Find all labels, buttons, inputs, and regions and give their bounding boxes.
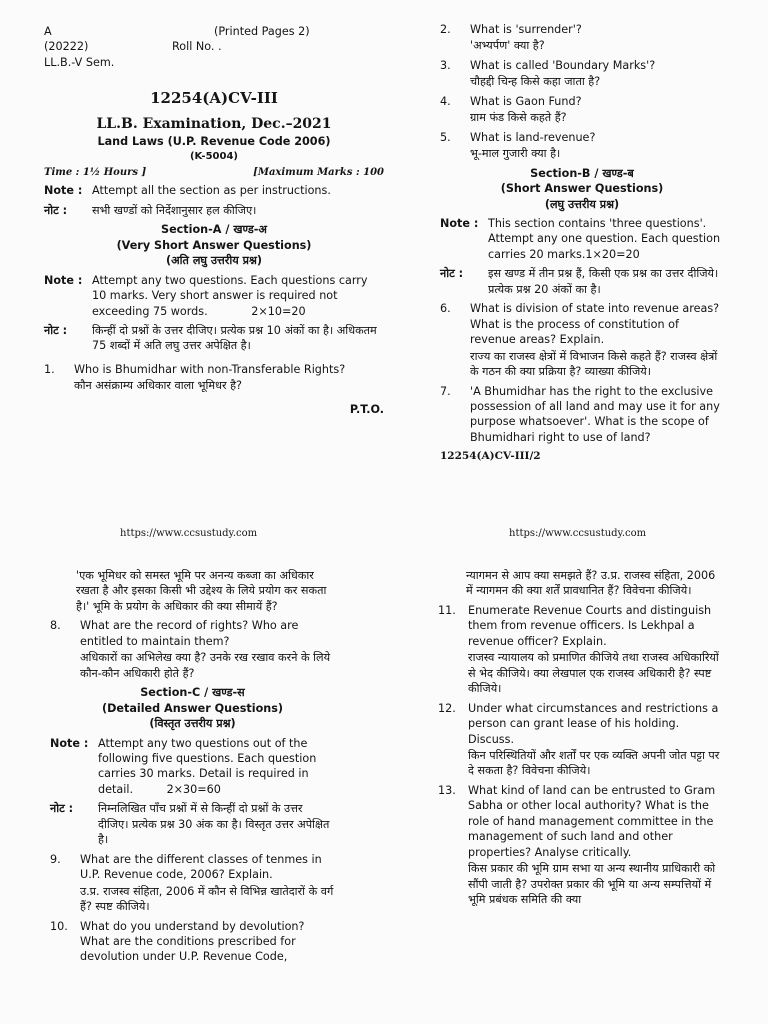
section-a-hindi: (अति लघु उत्तरीय प्रश्न) (165, 254, 263, 268)
pto: P.T.O. (349, 402, 384, 416)
note-a-marks: 2×10=20 (251, 304, 306, 318)
subject-code: (K-5004) (189, 150, 238, 162)
note-c-hindi: नोट : निम्नलिखित पाँच प्रश्नों में से किन्हीं दो प्रश्नों के उत्तर दीजिए। प्रत्येक प्रश्न 30 अंक का है। विस्तृत उत्तर अपेक्षित है। (50, 801, 335, 847)
page-3 (50, 568, 335, 965)
note-hindi-text: सभी खण्डों को निर्देशानुसार हल कीजिए। (92, 203, 257, 217)
note-b: Note : This section contains 'three questions'. Attempt any one question. Each question carries 20 marks.1×20=20 (440, 216, 724, 262)
top-code: A (44, 25, 52, 38)
paper-code: 12254(A)CV-III (150, 89, 278, 108)
note-c: Note : Attempt any two questions out of the following five questions. Each question carries 30 marks. Detail is required in detail. 2×30=60 (50, 736, 317, 796)
question-7-hindi: 'एक भूमिधर को समस्त भूमि पर अनन्य कब्जा का अधिकार रखता है और इसका किसी भी उद्देश्य के लिये प्रयोग कर सकता है।' भूमि के प्रयोग के अधिकार की क्या सीमायें हैं? (76, 569, 327, 613)
section-b-heading: Section-B / खण्ड-ब (530, 166, 634, 180)
note-a-hindi-text: किन्हीं दो प्रश्नों के उत्तर दीजिए। प्रत्येक प्रश्न 10 अंकों का है। अधिकतम 75 शब्दों में अति लघु उत्तर अपेक्षित है। (92, 324, 377, 353)
printed-pages: (Printed Pages 2) (214, 25, 310, 38)
section-a-subheading: (Very Short Answer Questions) (116, 238, 312, 252)
section-c-heading: Section-C / खण्ड-स (140, 686, 245, 700)
question-2: 2. What is 'surrender'? 'अभ्यर्पण' क्या है? (440, 23, 582, 53)
question-12: 12. Under what circumstances and restrictions a person can grant lease of his holding. Discuss. किन परिस्थितियों और शर्तों पर एक व्यक्ति अपनी जोत पट्टा पर दे सकता है? विवेचना कीजिये। (438, 701, 720, 778)
year-code: (20222) (44, 40, 89, 54)
question-9: 9. What are the different classes of tenmes in U.P. Revenue code, 2006? Explain. उ.प्र. राजस्व संहिता, 2006 में कौन से विभिन्न खातेदारों के वर्ग हैं? स्पष्ट कीजिये। (50, 852, 334, 914)
note-text: Attempt all the section as per instructions. (92, 184, 331, 198)
note-a: Note : Attempt any two questions. Each questions carry 10 marks. Very short answer is required not exceeding 75 words. 2×10=20 (44, 273, 368, 318)
section-c-hindi: (विस्तृत उत्तरीय प्रश्न) (149, 717, 236, 731)
question-1-hindi: कौन असंक्राम्य अधिकार वाला भूमिधर है? (74, 379, 242, 393)
question-1-text: Who is Bhumidhar with non-Transferable Rights? (74, 362, 346, 376)
subject: Land Laws (U.P. Revenue Code 2006) (97, 135, 331, 149)
note-b-hindi: नोट : इस खण्ड में तीन प्रश्न हैं, किसी एक प्रश्न का उत्तर दीजिये। प्रत्येक प्रश्न 20 अंकों का है। (440, 266, 724, 297)
question-10-hindi: न्यागमन से आप क्या समझते हैं? उ.प्र. राजस्व संहिता, 2006 में न्यागमन की क्या शर्तें प्रावधानित हैं? विवेचना कीजिये। (466, 569, 716, 598)
question-5: 5. What is land-revenue? भू-माल गुजारी क्या है। (440, 130, 596, 161)
page-1 (44, 24, 384, 417)
exam-title: LL.B. Examination, Dec.–2021 (96, 116, 332, 133)
section-b-subheading: (Short Answer Questions) (500, 182, 664, 196)
header-row (44, 24, 384, 39)
page-1-url: https://www.ccsustudy.com (120, 528, 258, 539)
roll-no: Roll No. . (172, 40, 222, 54)
question-8: 8. What are the record of rights? Who are entitled to maintain them? अधिकारों का अभिलेख क्या है? उनके रख रखाव करने के लिये कौन-कौन अधिकारी होते हैं? (50, 619, 331, 680)
time: Time : 1½ Hours ] (44, 166, 147, 178)
question-4: 4. What is Gaon Fund? ग्राम फंड किसे कहते हैं? (440, 94, 582, 125)
section-a-heading: Section-A / खण्ड-अ (161, 223, 267, 237)
note-b-hindi-text: इस खण्ड में तीन प्रश्न हैं, किसी एक प्रश्न का उत्तर दीजिये। प्रत्येक प्रश्न 20 अंकों का है। (488, 267, 719, 296)
note-a-hindi: नोट : किन्हीं दो प्रश्नों के उत्तर दीजिए। प्रत्येक प्रश्न 10 अंकों का है। अधिकतम 75 शब्दों में अति लघु उत्तर अपेक्षित है। (44, 323, 384, 354)
page-2-url: https://www.ccsustudy.com (509, 528, 647, 539)
header-row-2 (44, 39, 384, 54)
question-6: 6. What is division of state into revenue areas? What is the process of constitution of revenue areas? Explain. राज्य का राजस्व क्षेत्रों में विभाजन किसे कहते हैं? राजस्व क्षेत्रों के गठन की क्या प्रक्रिया है? व्याख्या कीजिये। (440, 302, 720, 379)
time-marks (44, 166, 384, 180)
semester: LL.B.-V Sem. (44, 55, 115, 69)
question-10: 10. What do you understand by devolution? What are the conditions prescribed for devolution under U.P. Revenue Code, (50, 919, 305, 964)
section-c-subheading: (Detailed Answer Questions) (102, 701, 283, 715)
question-13: 13. What kind of land can be entrusted to Gram Sabha or other local authority? What is the role of hand management committee in the management of such land and other properties? Analyse critically. किस प्रकार की भूमि ग्राम सभा या अन्य स्थानीय प्राधिकारी को सौंपी जाती है? उपरोक्त प्रकार की भूमि या अन्य सम्पत्तियों में भूमि प्रबंधक समिति की क्या (438, 783, 716, 907)
question-3: 3. What is called 'Boundary Marks'? चौहद्दी चिन्ह किसे कहा जाता है? (440, 58, 656, 89)
max-marks: [Maximum Marks : 100 (253, 166, 384, 178)
question-11: 11. Enumerate Revenue Courts and distinguish them from revenue officers. Is Lekhpal a revenue officer? Explain. राजस्व न्यायालय को प्रमाणित कीजिये तथा राजस्व अधिकारियों से भेद कीजिये। क्या लेखपाल एक राजस्व अधिकारी है? स्पष्ट कीजिये। (438, 603, 719, 696)
note-c-marks: 2×30=60 (166, 782, 221, 796)
page-4 (438, 568, 720, 908)
note-hindi: नोट : सभी खण्डों को निर्देशानुसार हल कीजिए। (44, 203, 384, 218)
note: Note : Attempt all the section as per instructions. (44, 183, 384, 198)
note-c-text: Attempt any two questions out of the following five questions. Each question carries 30 marks. Detail is required in detail. (98, 736, 317, 796)
question-1: 1. Who is Bhumidhar with non-Transferable Rights? कौन असंक्राम्य अधिकार वाला भूमिधर है? (44, 362, 384, 394)
question-7: 7. 'A Bhumidhar has the right to the exclusive possession of all land and may use it for any purpose whatsoever'. What is the scope of Bhumidhari right to use of land? (440, 384, 720, 444)
note-a-text: Attempt any two questions. Each questions carry 10 marks. Very short answer is required not exceeding 75 words. (92, 273, 368, 318)
section-b-hindi: (लघु उत्तरीय प्रश्न) (544, 197, 620, 211)
page-2 (440, 22, 724, 464)
note-b-text: This section contains 'three questions'. Attempt any one question. Each question carries 20 marks.1×20=20 (488, 216, 721, 261)
page-2-footer-code: 12254(A)CV-III/2 (440, 450, 541, 463)
note-c-hindi-text: निम्नलिखित पाँच प्रश्नों में से किन्हीं दो प्रश्नों के उत्तर दीजिए। प्रत्येक प्रश्न 30 अंक का है। विस्तृत उत्तर अपेक्षित है। (98, 802, 330, 847)
